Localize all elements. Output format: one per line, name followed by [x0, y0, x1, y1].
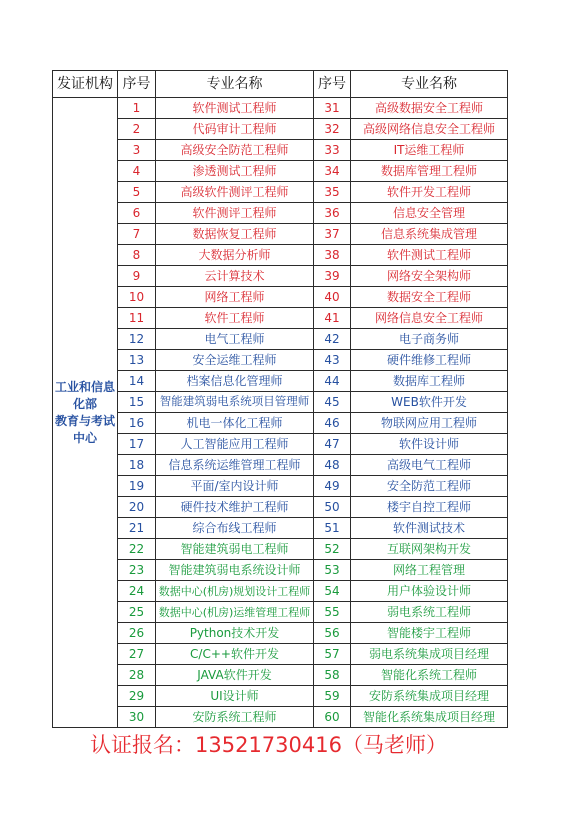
major-name-right: 信息安全管理	[351, 203, 508, 224]
row-number-left: 12	[118, 329, 156, 350]
major-name-right: 软件测试工程师	[351, 245, 508, 266]
major-name-right: 楼宇自控工程师	[351, 497, 508, 518]
row-number-right: 43	[314, 350, 351, 371]
row-number-right: 33	[314, 140, 351, 161]
major-name-right: 弱电系统集成项目经理	[351, 644, 508, 665]
row-number-right: 40	[314, 287, 351, 308]
table-row	[53, 161, 508, 182]
row-number-left: 13	[118, 350, 156, 371]
row-number-right: 46	[314, 413, 351, 434]
table-row	[53, 98, 508, 119]
table-row	[53, 203, 508, 224]
major-name-left: 代码审计工程师	[156, 119, 314, 140]
major-name-left: 平面/室内设计师	[156, 476, 314, 497]
major-name-right: 弱电系统工程师	[351, 602, 508, 623]
major-name-left: 智能建筑弱电工程师	[156, 539, 314, 560]
row-number-right: 38	[314, 245, 351, 266]
header-major-name-left: 专业名称	[156, 71, 314, 98]
major-name-left: 综合布线工程师	[156, 518, 314, 539]
table-row	[53, 644, 508, 665]
row-number-left: 5	[118, 182, 156, 203]
row-number-right: 53	[314, 560, 351, 581]
row-number-left: 23	[118, 560, 156, 581]
major-name-right: 智能楼宇工程师	[351, 623, 508, 644]
row-number-right: 44	[314, 371, 351, 392]
table-row	[53, 350, 508, 371]
table-row	[53, 413, 508, 434]
table-row	[53, 266, 508, 287]
major-name-left: 智能建筑弱电系统设计师	[156, 560, 314, 581]
table-row	[53, 371, 508, 392]
row-number-left: 16	[118, 413, 156, 434]
major-name-right: IT运维工程师	[351, 140, 508, 161]
major-name-left: 人工智能应用工程师	[156, 434, 314, 455]
major-name-right: 网络安全架构师	[351, 266, 508, 287]
major-name-left: 软件工程师	[156, 308, 314, 329]
major-name-left: 安全运维工程师	[156, 350, 314, 371]
table-header-row	[53, 71, 508, 98]
major-name-left: JAVA软件开发	[156, 665, 314, 686]
row-number-left: 3	[118, 140, 156, 161]
major-name-right: 用户体验设计师	[351, 581, 508, 602]
row-number-left: 14	[118, 371, 156, 392]
major-name-right: 信息系统集成管理	[351, 224, 508, 245]
major-name-left: 渗透测试工程师	[156, 161, 314, 182]
major-name-right: 高级网络信息安全工程师	[351, 119, 508, 140]
major-name-left: 高级安全防范工程师	[156, 140, 314, 161]
row-number-left: 8	[118, 245, 156, 266]
row-number-right: 32	[314, 119, 351, 140]
major-name-right: 安全防范工程师	[351, 476, 508, 497]
table-row	[53, 560, 508, 581]
row-number-right: 59	[314, 686, 351, 707]
row-number-left: 24	[118, 581, 156, 602]
table-row	[53, 476, 508, 497]
row-number-right: 45	[314, 392, 351, 413]
table-row	[53, 329, 508, 350]
major-name-left: 云计算技术	[156, 266, 314, 287]
major-name-left: 数据恢复工程师	[156, 224, 314, 245]
major-name-right: 互联网架构开发	[351, 539, 508, 560]
certification-table	[52, 70, 508, 728]
registration-contact: 认证报名：13521730416（马老师）	[90, 733, 447, 757]
row-number-left: 29	[118, 686, 156, 707]
major-name-left: 软件测试工程师	[156, 98, 314, 119]
major-name-right: 安防系统集成项目经理	[351, 686, 508, 707]
row-number-right: 31	[314, 98, 351, 119]
major-name-right: WEB软件开发	[351, 392, 508, 413]
major-name-right: 硬件维修工程师	[351, 350, 508, 371]
major-name-left: 智能建筑弱电系统项目管理师	[156, 392, 314, 413]
major-name-right: 高级数据安全工程师	[351, 98, 508, 119]
issuer-name-line: 教育与考试	[54, 413, 115, 428]
row-number-left: 22	[118, 539, 156, 560]
row-number-left: 27	[118, 644, 156, 665]
row-number-left: 18	[118, 455, 156, 476]
major-name-right: 数据库管理工程师	[351, 161, 508, 182]
row-number-left: 25	[118, 602, 156, 623]
major-name-left: 数据中心(机房)规划设计工程师	[156, 581, 314, 602]
major-name-left: 信息系统运维管理工程师	[156, 455, 314, 476]
major-name-left: 硬件技术维护工程师	[156, 497, 314, 518]
row-number-left: 17	[118, 434, 156, 455]
major-name-left: C/C++软件开发	[156, 644, 314, 665]
issuer-name-line: 中心	[72, 430, 97, 445]
major-name-left: 大数据分析师	[156, 245, 314, 266]
table-row	[53, 497, 508, 518]
major-name-right: 软件设计师	[351, 434, 508, 455]
major-name-right: 智能化系统工程师	[351, 665, 508, 686]
row-number-left: 21	[118, 518, 156, 539]
major-name-left: 高级软件测评工程师	[156, 182, 314, 203]
major-name-right: 数据安全工程师	[351, 287, 508, 308]
table-row	[53, 539, 508, 560]
major-name-right: 软件测试技术	[351, 518, 508, 539]
row-number-left: 7	[118, 224, 156, 245]
row-number-left: 1	[118, 98, 156, 119]
table-row	[53, 224, 508, 245]
table-row	[53, 245, 508, 266]
table-row	[53, 434, 508, 455]
row-number-left: 9	[118, 266, 156, 287]
major-name-right: 软件开发工程师	[351, 182, 508, 203]
table-row	[53, 287, 508, 308]
header-number-right: 序号	[314, 71, 351, 98]
row-number-right: 39	[314, 266, 351, 287]
table-row	[53, 623, 508, 644]
row-number-right: 56	[314, 623, 351, 644]
row-number-left: 20	[118, 497, 156, 518]
table-row	[53, 707, 508, 728]
major-name-right: 数据库工程师	[351, 371, 508, 392]
row-number-right: 35	[314, 182, 351, 203]
header-issuer: 发证机构	[53, 71, 118, 98]
major-name-right: 电子商务师	[351, 329, 508, 350]
major-name-left: UI设计师	[156, 686, 314, 707]
row-number-left: 26	[118, 623, 156, 644]
major-name-right: 高级电气工程师	[351, 455, 508, 476]
table-row	[53, 665, 508, 686]
row-number-left: 6	[118, 203, 156, 224]
table-row	[53, 182, 508, 203]
major-name-right: 网络工程管理	[351, 560, 508, 581]
major-name-left: 机电一体化工程师	[156, 413, 314, 434]
row-number-right: 49	[314, 476, 351, 497]
major-name-left: 档案信息化管理师	[156, 371, 314, 392]
row-number-left: 19	[118, 476, 156, 497]
major-name-left: 电气工程师	[156, 329, 314, 350]
row-number-right: 57	[314, 644, 351, 665]
row-number-right: 37	[314, 224, 351, 245]
issuer-name-line: 工业和信息	[54, 379, 115, 394]
row-number-right: 54	[314, 581, 351, 602]
row-number-left: 2	[118, 119, 156, 140]
header-major-name-right: 专业名称	[351, 71, 508, 98]
table-row	[53, 602, 508, 623]
major-name-right: 网络信息安全工程师	[351, 308, 508, 329]
major-name-right: 智能化系统集成项目经理	[351, 707, 508, 728]
major-name-left: 网络工程师	[156, 287, 314, 308]
major-name-right: 物联网应用工程师	[351, 413, 508, 434]
issuer-name-line: 化部	[72, 396, 97, 411]
table-row	[53, 455, 508, 476]
row-number-left: 11	[118, 308, 156, 329]
major-name-left: 安防系统工程师	[156, 707, 314, 728]
major-name-left: Python技术开发	[156, 623, 314, 644]
table-row	[53, 686, 508, 707]
row-number-right: 36	[314, 203, 351, 224]
table-row	[53, 581, 508, 602]
row-number-right: 42	[314, 329, 351, 350]
header-number-left: 序号	[118, 71, 156, 98]
row-number-right: 55	[314, 602, 351, 623]
row-number-left: 4	[118, 161, 156, 182]
table-body	[53, 98, 508, 728]
row-number-right: 51	[314, 518, 351, 539]
major-name-left: 数据中心(机房)运维管理工程师	[156, 602, 314, 623]
table-row	[53, 518, 508, 539]
row-number-right: 50	[314, 497, 351, 518]
row-number-left: 10	[118, 287, 156, 308]
table-row	[53, 308, 508, 329]
row-number-left: 30	[118, 707, 156, 728]
table-header	[53, 71, 508, 98]
row-number-right: 34	[314, 161, 351, 182]
row-number-right: 41	[314, 308, 351, 329]
table-row	[53, 119, 508, 140]
row-number-left: 28	[118, 665, 156, 686]
row-number-right: 48	[314, 455, 351, 476]
row-number-right: 47	[314, 434, 351, 455]
table-row	[53, 140, 508, 161]
major-name-left: 软件测评工程师	[156, 203, 314, 224]
issuer-cell	[53, 98, 118, 728]
table-row	[53, 392, 508, 413]
row-number-left: 15	[118, 392, 156, 413]
row-number-right: 58	[314, 665, 351, 686]
row-number-right: 60	[314, 707, 351, 728]
row-number-right: 52	[314, 539, 351, 560]
